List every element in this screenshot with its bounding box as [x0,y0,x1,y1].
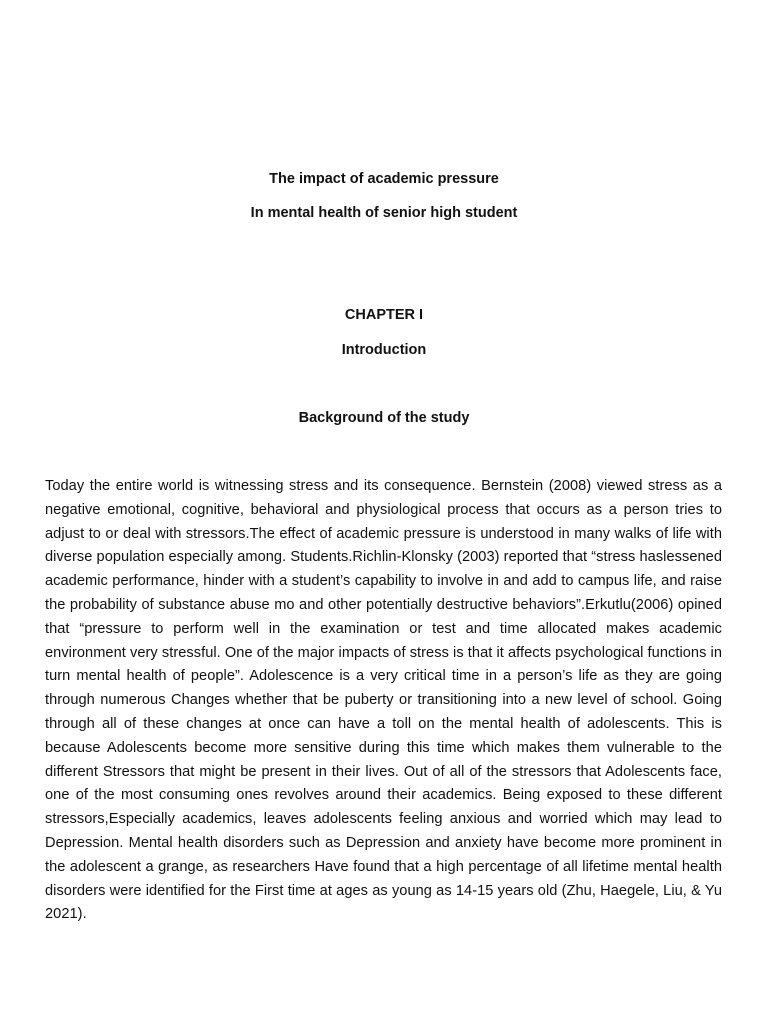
document-title-line-2: In mental health of senior high student [250,205,518,221]
section-title: Background of the study [298,410,470,426]
document-title-line-1: The impact of academic pressure [269,171,499,187]
chapter-label: CHAPTER I [344,307,424,323]
chapter-title: Introduction [341,342,427,358]
body-paragraph: Today the entire world is witnessing stress and its consequence. Bernstein (2008) viewed stress as a negative emotional, cognitive, behavioral and physiological process that occurs as a person tries to adjust to or deal with stressors.The effect of academic pressure is understood in many walks of life with diverse population especially among. Students.Richlin-Klonsky (2003) reported that “stress haslessened academic performance, hinder with a student’s capability to involve in and add to campus life, and raise the probability of substance abuse mo and other potentially destructive behaviors”.Erkutlu(2006) opined that “pressure to perform well in the examination or test and time allocated makes academic environment very stressful. One of the major impacts of stress is that it affects psychological functions in turn mental health of people”. Adolescence is a very critical time in a person’s life as they are going through numerous Changes whether that be puberty or transitioning into a new level of school. Going through all of these changes at once can have a toll on the mental health of adolescents. This is because Adolescents become more sensitive during this time which makes them vulnerable to the different Stressors that might be present in their lives. Out of all of the stressors that Adolescents face, one of the most consuming ones revolves around their academics. Being exposed to these different stressors,Especially academics, leaves adolescents feeling anxious and worried which may lead to Depression. Mental health disorders such as Depression and anxiety have become more prominent in the adolescent a grange, as researchers Have found that a high percentage of all lifetime mental health disorders were identified for the First time at ages as young as 14-15 years old (Zhu, Haegele, Liu, & Yu 2021). [45,478,722,923]
